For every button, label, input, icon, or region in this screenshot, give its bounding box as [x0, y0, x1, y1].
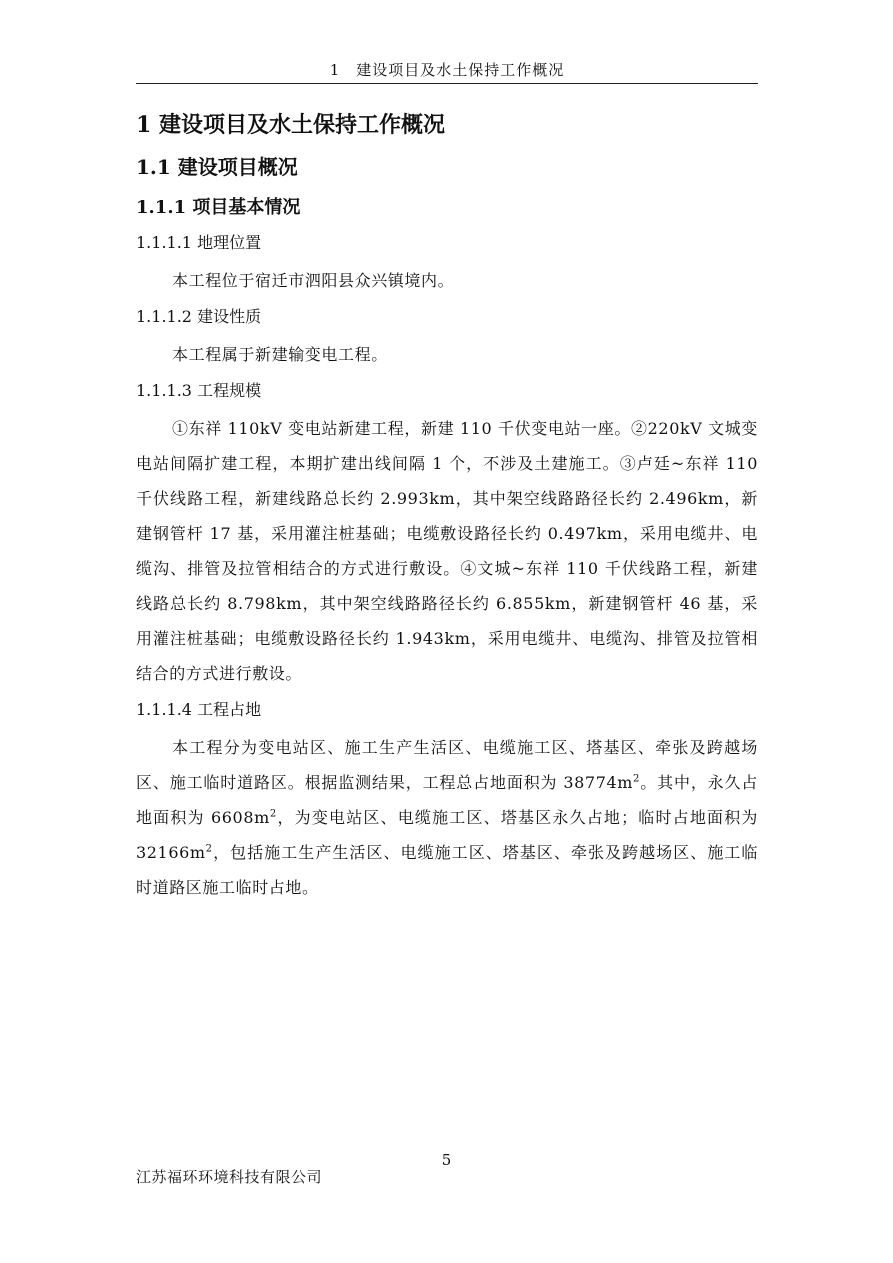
land-use-text-1: 本工程分为变电站区、施工生产生活区、电缆施工区、塔基区、牵张及跨越场区、施工临时道路区。根据监测结果，工程总占地面积为 38774m — [136, 738, 758, 792]
footer-company: 江苏福环环境科技有限公司 — [136, 1168, 323, 1186]
item-body-location: 本工程位于宿迁市泗阳县众兴镇境内。 — [172, 271, 455, 290]
chapter-title: 1 建设项目及水土保持工作概况 — [136, 112, 445, 138]
superscript-2: 2 — [269, 808, 277, 820]
header-rule — [136, 83, 758, 84]
subsection-title: 1.1.1 项目基本情况 — [136, 197, 301, 218]
land-use-text-4: ，包括施工生产生活区、电缆施工区、塔基区、牵张及跨越场区、施工临时道路区施工临时占地。 — [136, 843, 758, 897]
item-heading-scale: 1.1.1.3 工程规模 — [136, 381, 262, 400]
item-body-land-use — [136, 730, 758, 905]
page-number: 5 — [441, 1151, 452, 1169]
item-heading-location: 1.1.1.1 地理位置 — [136, 233, 262, 252]
running-header: 1 建设项目及水土保持工作概况 — [329, 61, 565, 79]
land-use-text-2: 。其中，永久占地面积为 6608m — [136, 773, 758, 827]
item-body-nature: 本工程属于新建输变电工程。 — [172, 345, 388, 364]
superscript-2: 2 — [205, 843, 213, 855]
section-title: 1.1 建设项目概况 — [136, 155, 298, 179]
item-heading-nature: 1.1.1.2 建设性质 — [136, 307, 262, 326]
item-heading-land-use: 1.1.1.4 工程占地 — [136, 700, 262, 719]
page-content — [136, 108, 758, 905]
item-body-scale: ①东祥 110kV 变电站新建工程，新建 110 千伏变电站一座。②220kV 文城变电站间隔扩建工程，本期扩建出线间隔 1 个，不涉及土建施工。③卢廷~东祥 110 千伏线路工程，新建线路总长约 2.993km，其中架空线路路径长约 2.496km，新建钢管杆 17 基，采用灌注桩基础；电缆敷设路径长约 0.497km，采用电缆井、电缆沟、排管及拉管相结合的方式进行敷设。④文城~东祥 110 千伏线路工程，新建线路总长约 8.798km，其中架空线路路径长约 6.855km，新建钢管杆 46 基，采用灌注桩基础；电缆敷设路径长约 1.943km，采用电缆井、电缆沟、排管及拉管相结合的方式进行敷设。 — [136, 419, 758, 683]
superscript-2: 2 — [633, 773, 640, 785]
land-use-text-3: ，为变电站区、电缆施工区、塔基区永久占地；临时占地面积为 32166m — [136, 808, 758, 862]
